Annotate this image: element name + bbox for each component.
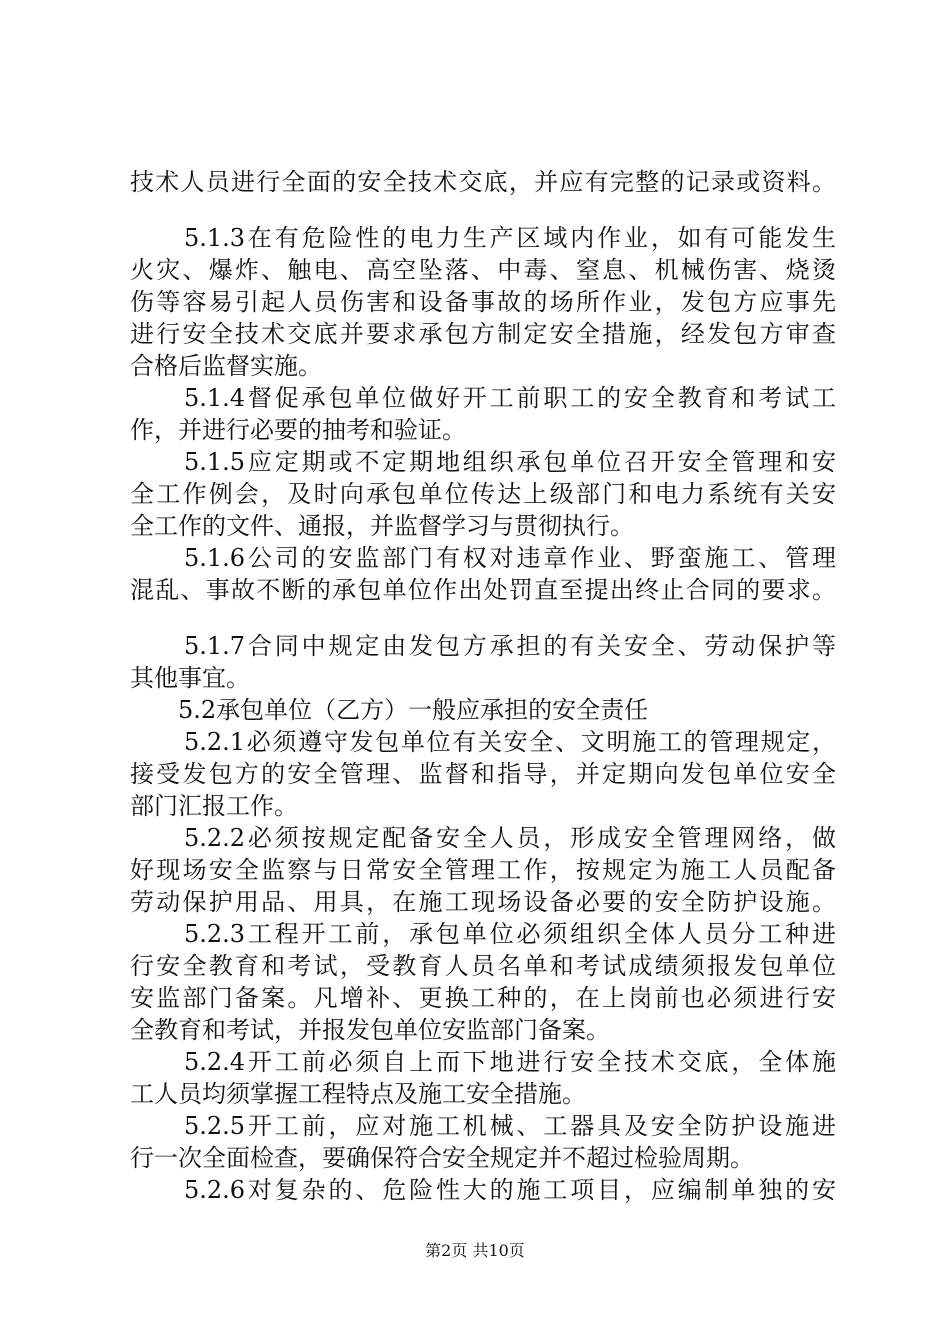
text-line: 其他事宜。: [130, 664, 250, 692]
text-line: 作，并进行必要的抽考和验证。: [130, 416, 466, 444]
text-line: 进行安全技术交底并要求承包方制定安全措施，经发包方审查: [130, 320, 836, 348]
text-line: 5.1.4督促承包单位做好开工前职工的安全教育和考试工: [184, 384, 836, 412]
text-line: 5.1.7合同中规定由发包方承担的有关安全、劳动保护等: [184, 632, 836, 660]
text-line: 5.2.5开工前，应对施工机械、工器具及安全防护设施进: [184, 1112, 836, 1140]
text-line: 行一次全面检查，要确保符合安全规定并不超过检验周期。: [130, 1144, 754, 1172]
text-line: 5.2.3工程开工前，承包单位必须组织全体人员分工种进: [184, 920, 836, 948]
paragraph-gap: [130, 198, 860, 222]
text-line: 劳动保护用品、用具，在施工现场设备必要的安全防护设施。: [130, 888, 836, 916]
text-line: 技术人员进行全面的安全技术交底，并应有完整的记录或资料。: [130, 168, 836, 196]
text-line: 5.2.4开工前必须自上而下地进行安全技术交底，全体施: [184, 1048, 836, 1076]
text-line: 安监部门备案。凡增补、更换工种的，在上岗前也必须进行安: [130, 984, 836, 1012]
text-line: 混乱、事故不断的承包单位作出处罚直至提出终止合同的要求。: [130, 576, 836, 604]
text-line: 5.2.2必须按规定配备安全人员，形成安全管理网络，做: [184, 824, 836, 852]
text-line: 5.2.1必须遵守发包单位有关安全、文明施工的管理规定，: [184, 728, 836, 756]
text-line: 5.1.6公司的安监部门有权对违章作业、野蛮施工、管理: [184, 544, 836, 572]
text-line: 行安全教育和考试，受教育人员名单和考试成绩须报发包单位: [130, 952, 836, 980]
text-line: 部门汇报工作。: [130, 792, 298, 820]
page-footer: 第2页 共10页: [425, 1241, 525, 1260]
text-line: 5.1.5应定期或不定期地组织承包单位召开安全管理和安: [184, 448, 836, 476]
text-line: 5.1.3在有危险性的电力生产区域内作业，如有可能发生: [184, 224, 836, 252]
text-line: 接受发包方的安全管理、监督和指导，并定期向发包单位安全: [130, 760, 836, 788]
text-line: 全教育和考试，并报发包单位安监部门备案。: [130, 1016, 610, 1044]
section-heading: 5.2承包单位（乙方）一般应承担的安全责任: [178, 696, 649, 724]
text-line: 伤等容易引起人员伤害和设备事故的场所作业，发包方应事先: [130, 288, 836, 316]
paragraph-gap: [130, 606, 860, 630]
text-line: 工人员均须掌握工程特点及施工安全措施。: [130, 1080, 586, 1108]
text-line: 5.2.6对复杂的、危险性大的施工项目，应编制单独的安: [184, 1176, 836, 1204]
text-line: 全工作的文件、通报，并监督学习与贯彻执行。: [130, 512, 634, 540]
text-line: 合格后监督实施。: [130, 352, 322, 380]
text-line: 火灾、爆炸、触电、高空坠落、中毒、窒息、机械伤害、烧烫: [130, 256, 836, 284]
document-body: [130, 166, 860, 1206]
text-line: 全工作例会，及时向承包单位传达上级部门和电力系统有关安: [130, 480, 836, 508]
text-line: 好现场安全监察与日常安全管理工作，按规定为施工人员配备: [130, 856, 836, 884]
